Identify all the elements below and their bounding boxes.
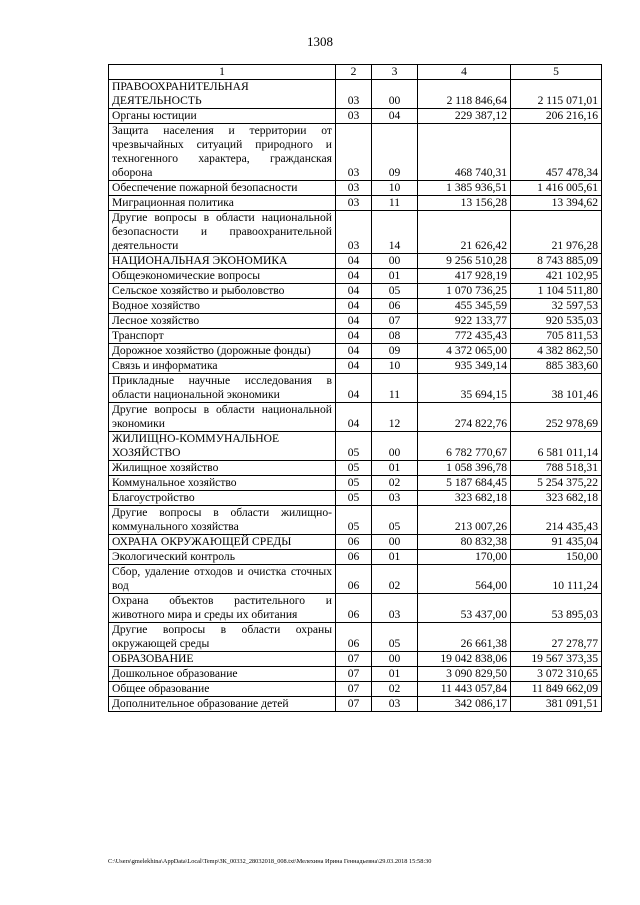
row-sum-1-cell: 229 387,12 [418, 109, 511, 124]
table-row [109, 329, 602, 344]
table-row [109, 403, 602, 432]
row-name-cell: Лесное хозяйство [109, 314, 336, 329]
row-subsection-cell: 10 [372, 359, 418, 374]
row-name-cell: Миграционная политика [109, 196, 336, 211]
row-sum-2-cell: 4 382 862,50 [511, 344, 602, 359]
row-section-cell: 06 [336, 565, 372, 594]
row-name-cell: Прикладные научные исследования в области национальной экономики [109, 374, 336, 403]
row-subsection-cell: 01 [372, 550, 418, 565]
row-subsection-cell: 03 [372, 697, 418, 712]
row-sum-2-cell: 5 254 375,22 [511, 476, 602, 491]
row-name-cell: Дошкольное образование [109, 667, 336, 682]
row-name-cell: Благоустройство [109, 491, 336, 506]
row-section-cell: 03 [336, 80, 372, 109]
row-sum-2-cell: 885 383,60 [511, 359, 602, 374]
row-sum-2-cell: 32 597,53 [511, 299, 602, 314]
row-section-cell: 05 [336, 461, 372, 476]
header-cell-4: 4 [418, 65, 511, 80]
table-row [109, 432, 602, 461]
row-sum-1-cell: 5 187 684,45 [418, 476, 511, 491]
row-sum-1-cell: 935 349,14 [418, 359, 511, 374]
row-sum-2-cell: 206 216,16 [511, 109, 602, 124]
row-sum-1-cell: 213 007,26 [418, 506, 511, 535]
row-section-cell: 06 [336, 594, 372, 623]
table-row [109, 682, 602, 697]
table-row [109, 80, 602, 109]
row-section-cell: 04 [336, 374, 372, 403]
row-name-cell: ОБРАЗОВАНИЕ [109, 652, 336, 667]
row-subsection-cell: 07 [372, 314, 418, 329]
table-row [109, 181, 602, 196]
row-sum-2-cell: 457 478,34 [511, 124, 602, 181]
row-sum-1-cell: 6 782 770,67 [418, 432, 511, 461]
row-name-cell: Другие вопросы в области национальной безопасности и правоохранительной деятельности [109, 211, 336, 254]
row-sum-1-cell: 922 133,77 [418, 314, 511, 329]
table-row [109, 697, 602, 712]
row-name-cell: ЖИЛИЩНО-КОММУНАЛЬНОЕ ХОЗЯЙСТВО [109, 432, 336, 461]
row-sum-2-cell: 788 518,31 [511, 461, 602, 476]
table-row [109, 196, 602, 211]
row-subsection-cell: 09 [372, 124, 418, 181]
row-section-cell: 05 [336, 476, 372, 491]
row-section-cell: 04 [336, 359, 372, 374]
row-section-cell: 04 [336, 299, 372, 314]
row-subsection-cell: 05 [372, 506, 418, 535]
table-row [109, 667, 602, 682]
row-name-cell: Жилищное хозяйство [109, 461, 336, 476]
row-section-cell: 03 [336, 181, 372, 196]
row-sum-2-cell: 8 743 885,09 [511, 254, 602, 269]
table-row [109, 491, 602, 506]
row-sum-2-cell: 3 072 310,65 [511, 667, 602, 682]
table-row [109, 124, 602, 181]
row-sum-2-cell: 705 811,53 [511, 329, 602, 344]
row-sum-2-cell: 323 682,18 [511, 491, 602, 506]
table-row [109, 344, 602, 359]
file-path-footer: C:\Users\gmelekhina\AppData\Local\Temp\ЗК_00332_28032018_008.txt\Мелехина Ирина Геннадьевна\29.03.2018 15:58:30 [108, 858, 432, 865]
row-sum-2-cell: 2 115 071,01 [511, 80, 602, 109]
row-name-cell: Сельское хозяйство и рыболовство [109, 284, 336, 299]
row-subsection-cell: 14 [372, 211, 418, 254]
row-name-cell: Общее образование [109, 682, 336, 697]
row-section-cell: 04 [336, 403, 372, 432]
row-sum-1-cell: 274 822,76 [418, 403, 511, 432]
row-subsection-cell: 00 [372, 535, 418, 550]
table-row [109, 299, 602, 314]
row-sum-1-cell: 3 090 829,50 [418, 667, 511, 682]
row-sum-1-cell: 21 626,42 [418, 211, 511, 254]
row-subsection-cell: 06 [372, 299, 418, 314]
row-name-cell: ОХРАНА ОКРУЖАЮЩЕЙ СРЕДЫ [109, 535, 336, 550]
row-subsection-cell: 00 [372, 652, 418, 667]
row-sum-2-cell: 91 435,04 [511, 535, 602, 550]
row-section-cell: 03 [336, 196, 372, 211]
row-name-cell: Другие вопросы в области национальной экономики [109, 403, 336, 432]
row-sum-1-cell: 13 156,28 [418, 196, 511, 211]
row-section-cell: 06 [336, 623, 372, 652]
row-section-cell: 03 [336, 211, 372, 254]
table-row [109, 565, 602, 594]
row-name-cell: Охрана объектов растительного и животного мира и среды их обитания [109, 594, 336, 623]
header-cell-3: 3 [372, 65, 418, 80]
row-name-cell: Другие вопросы в области жилищно-коммунального хозяйства [109, 506, 336, 535]
row-sum-1-cell: 19 042 838,06 [418, 652, 511, 667]
row-sum-2-cell: 252 978,69 [511, 403, 602, 432]
table-row [109, 461, 602, 476]
row-subsection-cell: 05 [372, 284, 418, 299]
row-section-cell: 04 [336, 254, 372, 269]
row-sum-1-cell: 468 740,31 [418, 124, 511, 181]
row-sum-1-cell: 417 928,19 [418, 269, 511, 284]
row-sum-2-cell: 19 567 373,35 [511, 652, 602, 667]
row-sum-1-cell: 4 372 065,00 [418, 344, 511, 359]
row-subsection-cell: 00 [372, 254, 418, 269]
row-name-cell: НАЦИОНАЛЬНАЯ ЭКОНОМИКА [109, 254, 336, 269]
row-name-cell: Транспорт [109, 329, 336, 344]
row-section-cell: 07 [336, 652, 372, 667]
row-subsection-cell: 05 [372, 623, 418, 652]
row-sum-2-cell: 150,00 [511, 550, 602, 565]
row-sum-2-cell: 27 278,77 [511, 623, 602, 652]
table-row [109, 550, 602, 565]
row-subsection-cell: 01 [372, 667, 418, 682]
row-section-cell: 07 [336, 697, 372, 712]
row-subsection-cell: 03 [372, 491, 418, 506]
table-row [109, 594, 602, 623]
row-sum-1-cell: 9 256 510,28 [418, 254, 511, 269]
table-header-row [109, 65, 602, 80]
row-sum-1-cell: 1 070 736,25 [418, 284, 511, 299]
row-sum-2-cell: 920 535,03 [511, 314, 602, 329]
table-row [109, 506, 602, 535]
row-subsection-cell: 09 [372, 344, 418, 359]
row-name-cell: Дорожное хозяйство (дорожные фонды) [109, 344, 336, 359]
row-subsection-cell: 02 [372, 565, 418, 594]
row-section-cell: 07 [336, 667, 372, 682]
row-sum-1-cell: 35 694,15 [418, 374, 511, 403]
table-row [109, 269, 602, 284]
row-sum-1-cell: 772 435,43 [418, 329, 511, 344]
row-subsection-cell: 10 [372, 181, 418, 196]
header-cell-1: 1 [109, 65, 336, 80]
table-row [109, 476, 602, 491]
row-name-cell: Экологический контроль [109, 550, 336, 565]
row-sum-1-cell: 1 058 396,78 [418, 461, 511, 476]
row-section-cell: 04 [336, 284, 372, 299]
row-name-cell: Сбор, удаление отходов и очистка сточных вод [109, 565, 336, 594]
row-sum-2-cell: 381 091,51 [511, 697, 602, 712]
row-subsection-cell: 01 [372, 269, 418, 284]
row-sum-2-cell: 38 101,46 [511, 374, 602, 403]
row-section-cell: 05 [336, 506, 372, 535]
table-row [109, 623, 602, 652]
row-name-cell: Дополнительное образование детей [109, 697, 336, 712]
row-name-cell: Общеэкономические вопросы [109, 269, 336, 284]
row-sum-1-cell: 323 682,18 [418, 491, 511, 506]
page-number: 1308 [307, 34, 333, 49]
table-row [109, 359, 602, 374]
row-sum-2-cell: 11 849 662,09 [511, 682, 602, 697]
row-section-cell: 04 [336, 269, 372, 284]
row-sum-1-cell: 455 345,59 [418, 299, 511, 314]
row-name-cell: Водное хозяйство [109, 299, 336, 314]
row-subsection-cell: 11 [372, 374, 418, 403]
row-sum-1-cell: 26 661,38 [418, 623, 511, 652]
table-row [109, 652, 602, 667]
row-sum-1-cell: 170,00 [418, 550, 511, 565]
row-sum-1-cell: 53 437,00 [418, 594, 511, 623]
row-section-cell: 04 [336, 314, 372, 329]
row-subsection-cell: 11 [372, 196, 418, 211]
row-sum-2-cell: 13 394,62 [511, 196, 602, 211]
header-cell-2: 2 [336, 65, 372, 80]
row-section-cell: 04 [336, 329, 372, 344]
row-section-cell: 03 [336, 109, 372, 124]
row-section-cell: 05 [336, 491, 372, 506]
row-subsection-cell: 04 [372, 109, 418, 124]
row-section-cell: 07 [336, 682, 372, 697]
row-subsection-cell: 03 [372, 594, 418, 623]
row-sum-1-cell: 564,00 [418, 565, 511, 594]
row-sum-1-cell: 2 118 846,64 [418, 80, 511, 109]
row-name-cell: Защита населения и территории от чрезвычайных ситуаций природного и техногенного характера, гражданская оборона [109, 124, 336, 181]
table-row [109, 374, 602, 403]
row-sum-2-cell: 421 102,95 [511, 269, 602, 284]
row-name-cell: Связь и информатика [109, 359, 336, 374]
row-section-cell: 04 [336, 344, 372, 359]
table-row [109, 535, 602, 550]
table-row [109, 254, 602, 269]
row-sum-2-cell: 53 895,03 [511, 594, 602, 623]
table-row [109, 314, 602, 329]
row-name-cell: ПРАВООХРАНИТЕЛЬНАЯ ДЕЯТЕЛЬНОСТЬ [109, 80, 336, 109]
row-name-cell: Другие вопросы в области охраны окружающей среды [109, 623, 336, 652]
row-subsection-cell: 02 [372, 476, 418, 491]
table-row [109, 109, 602, 124]
row-subsection-cell: 00 [372, 432, 418, 461]
row-name-cell: Коммунальное хозяйство [109, 476, 336, 491]
row-name-cell: Органы юстиции [109, 109, 336, 124]
row-subsection-cell: 08 [372, 329, 418, 344]
row-section-cell: 06 [336, 550, 372, 565]
row-subsection-cell: 02 [372, 682, 418, 697]
table-row [109, 211, 602, 254]
row-sum-1-cell: 11 443 057,84 [418, 682, 511, 697]
row-name-cell: Обеспечение пожарной безопасности [109, 181, 336, 196]
header-cell-5: 5 [511, 65, 602, 80]
row-section-cell: 06 [336, 535, 372, 550]
row-sum-1-cell: 1 385 936,51 [418, 181, 511, 196]
row-sum-1-cell: 80 832,38 [418, 535, 511, 550]
row-subsection-cell: 01 [372, 461, 418, 476]
row-subsection-cell: 12 [372, 403, 418, 432]
row-sum-2-cell: 10 111,24 [511, 565, 602, 594]
budget-table [108, 64, 602, 712]
row-sum-2-cell: 1 416 005,61 [511, 181, 602, 196]
row-sum-2-cell: 21 976,28 [511, 211, 602, 254]
row-section-cell: 05 [336, 432, 372, 461]
table-row [109, 284, 602, 299]
row-sum-1-cell: 342 086,17 [418, 697, 511, 712]
row-sum-2-cell: 214 435,43 [511, 506, 602, 535]
row-subsection-cell: 00 [372, 80, 418, 109]
row-sum-2-cell: 1 104 511,80 [511, 284, 602, 299]
row-section-cell: 03 [336, 124, 372, 181]
row-sum-2-cell: 6 581 011,14 [511, 432, 602, 461]
